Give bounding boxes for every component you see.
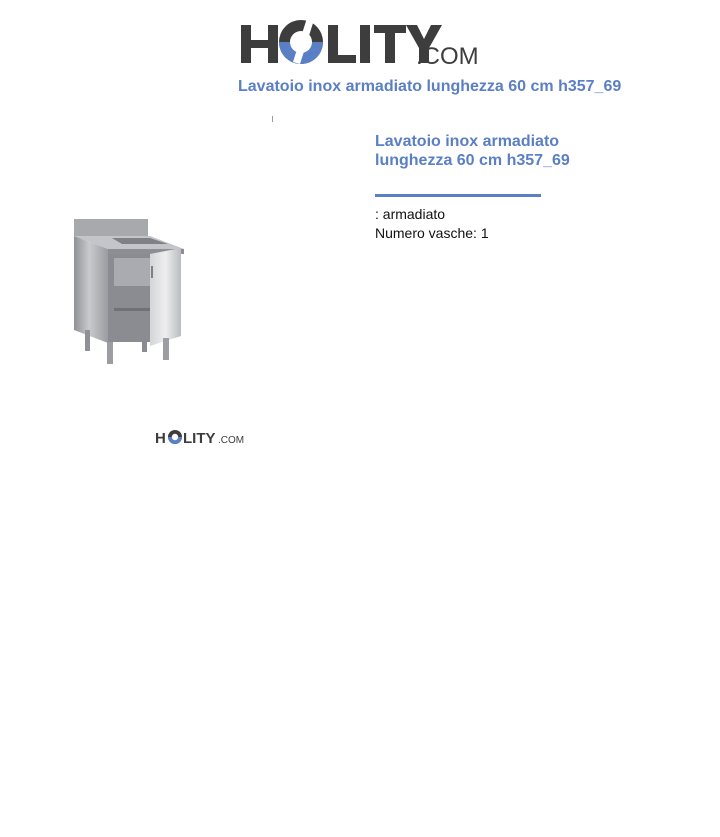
svg-text:.COM: .COM: [416, 43, 479, 68]
spec-value: 1: [480, 225, 489, 241]
image-watermark-logo: [155, 430, 244, 447]
spec-separator: :: [375, 206, 383, 222]
spec-row-type: [375, 205, 489, 224]
svg-text:H: H: [155, 430, 166, 447]
spec-row-basins: [375, 224, 489, 243]
product-specs: [375, 205, 489, 243]
page-title: Lavatoio inox armadiato lunghezza 60 cm h357_69: [238, 78, 622, 95]
svg-text:.COM: .COM: [218, 435, 245, 446]
product-image: [0, 118, 275, 478]
spec-label: Numero vasche: [375, 225, 474, 241]
holity-logo[interactable]: [238, 10, 483, 68]
spec-separator: :: [473, 225, 481, 241]
title-underline: [375, 194, 541, 197]
spec-value: armadiato: [382, 206, 446, 222]
product-title: Lavatoio inox armadiato lunghezza 60 cm h357_69: [375, 133, 570, 169]
svg-text:LITY: LITY: [183, 430, 216, 447]
